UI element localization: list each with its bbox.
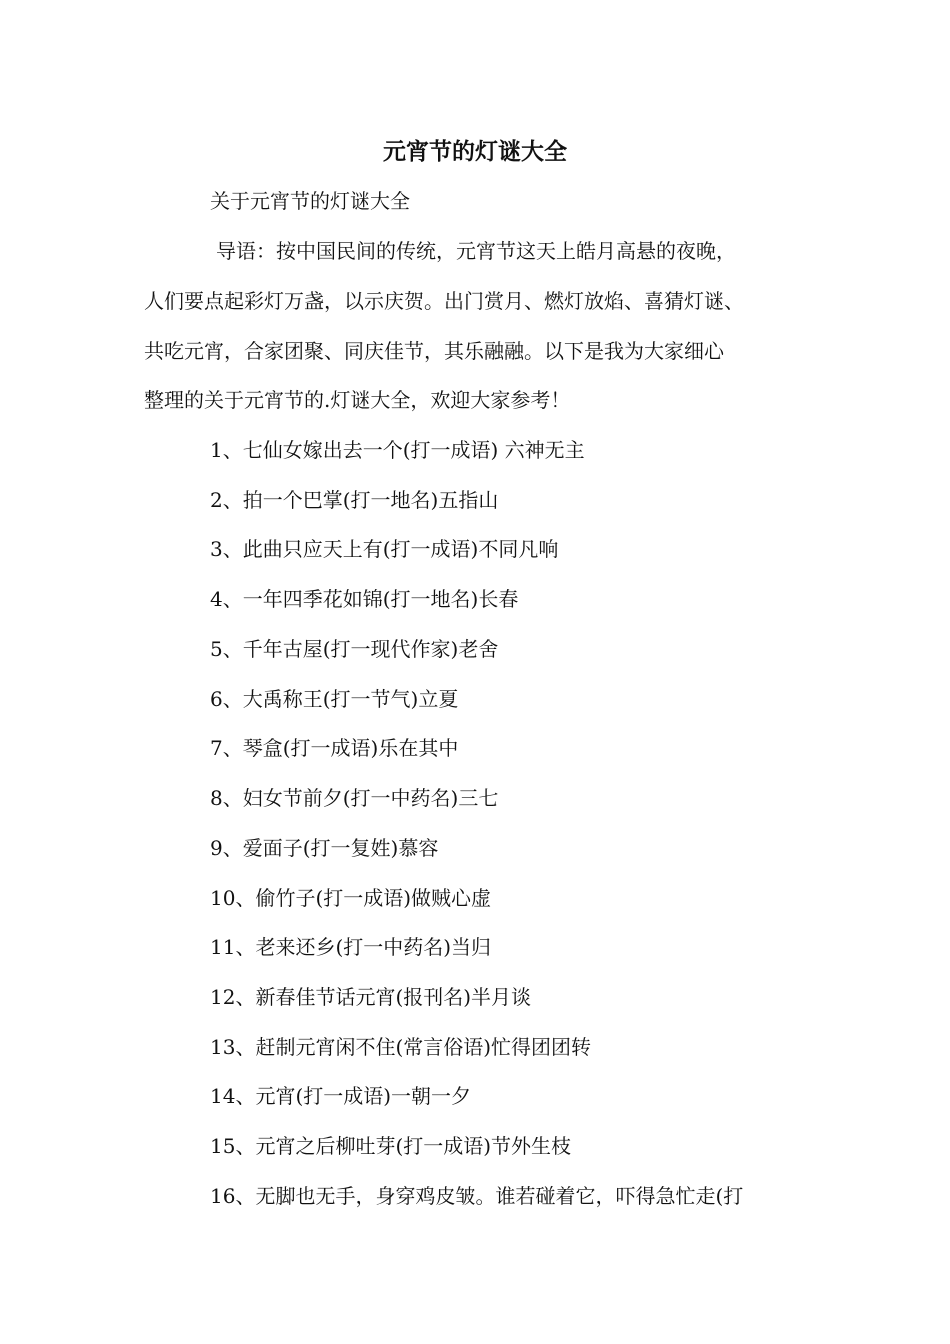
riddle-item: 5、千年古屋(打一现代作家)老舍 — [210, 637, 499, 661]
riddle-item: 1、七仙女嫁出去一个(打一成语) 六神无主 — [210, 438, 585, 462]
riddle-item: 15、元宵之后柳吐芽(打一成语)节外生枝 — [210, 1134, 572, 1158]
riddle-item: 12、新春佳节话元宵(报刊名)半月谈 — [210, 985, 532, 1009]
intro-paragraph-line: 整理的关于元宵节的.灯谜大全，欢迎大家参考！ — [144, 388, 571, 412]
document-title: 元宵节的灯谜大全 — [383, 138, 567, 165]
intro-paragraph-line: 共吃元宵，合家团聚、同庆佳节，其乐融融。以下是我为大家细心 — [144, 339, 724, 363]
riddle-item: 13、赶制元宵闲不住(常言俗语)忙得团团转 — [210, 1035, 592, 1059]
riddle-item: 16、无脚也无手，身穿鸡皮皱。谁若碰着它，吓得急忙走(打 — [210, 1184, 744, 1208]
riddle-item: 3、此曲只应天上有(打一成语)不同凡响 — [210, 537, 559, 561]
riddle-item: 7、琴盒(打一成语)乐在其中 — [210, 736, 459, 760]
riddle-item: 6、大禹称王(打一节气)立夏 — [210, 687, 459, 711]
riddle-item: 8、妇女节前夕(打一中药名)三七 — [210, 786, 499, 810]
riddle-item: 11、老来还乡(打一中药名)当归 — [210, 935, 492, 959]
riddle-item: 14、元宵(打一成语)一朝一夕 — [210, 1084, 472, 1108]
riddle-item: 10、偷竹子(打一成语)做贼心虚 — [210, 886, 492, 910]
riddle-item: 4、一年四季花如锦(打一地名)长春 — [210, 587, 519, 611]
intro-paragraph-line: 人们要点起彩灯万盏，以示庆贺。出门赏月、燃灯放焰、喜猜灯谜、 — [144, 289, 744, 313]
document-subtitle: 关于元宵节的灯谜大全 — [210, 189, 410, 213]
riddle-item: 9、爱面子(打一复姓)慕容 — [210, 836, 439, 860]
intro-paragraph-line: 导语：按中国民间的传统，元宵节这天上皓月高悬的夜晚， — [216, 239, 736, 263]
riddle-item: 2、拍一个巴掌(打一地名)五指山 — [210, 488, 499, 512]
